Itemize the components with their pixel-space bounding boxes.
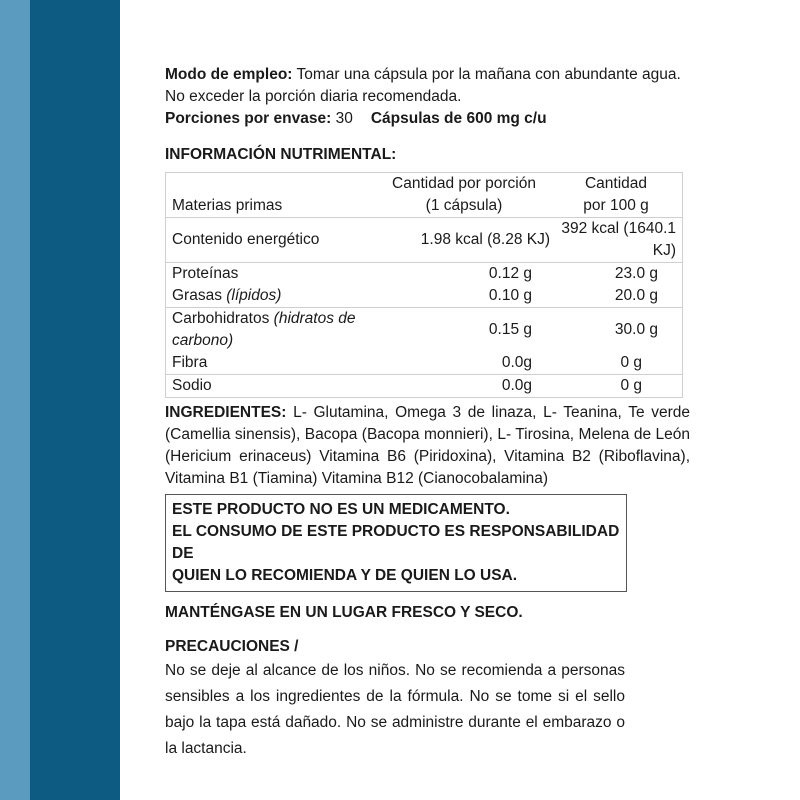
header-per-serving-line2: (1 cápsula) [425,197,503,214]
servings-label: Porciones por envase: [165,110,332,127]
row-name: Carbohidratos (hidratos de carbono) [166,308,379,353]
header-per-100g [550,173,683,218]
precautions-text: No se deje al alcance de los niños. No se recomienda a personas sensibles a los ingredientes de la fórmula. No se tome si el sello bajo la tapa está dañado. No se administre durante el embarazo o la lactancia. [165,662,625,757]
warning-line-2: EL CONSUMO DE ESTE PRODUCTO ES RESPONSABILIDAD DE [172,523,620,562]
header-per-100g-line2: por 100 g [583,197,649,214]
row-per-100g: 20.0 g [614,287,658,304]
row-name: Fibra [172,354,208,371]
table-row [166,352,683,375]
header-per-serving-line1: Cantidad por porción [392,175,536,192]
row-name: Grasas (lípidos) [172,287,282,304]
ingredients-text: L- Glutamina, Omega 3 de linaza, L- Teanina, Te verde (Camellia sinensis), Bacopa (Bacopa monnieri), L- Tirosina, Melena de León (Hericium erinaceus) Vitamina B6 (Piridoxina), Vitamina B2 (Riboflavina), Vitamina B1 (Tiamina) Vitamina B12 (Cianocobalamina) [165,404,690,487]
row-per-100g: 0 g [550,375,683,398]
ingredients-block [165,402,690,490]
header-raw-materials: Materias primas [172,197,283,214]
precautions-title: PRECAUCIONES / [165,638,299,655]
usage-label: Modo de empleo: [165,66,293,83]
row-per-100g: 23.0 g [550,263,683,286]
row-per-100g: 0 g [620,354,642,371]
row-per-serving: 0.15 g [378,308,550,353]
energy-name: Contenido energético [166,218,379,263]
nutrition-table [165,172,683,398]
row-name: Proteínas [166,263,379,286]
usage-text: Tomar una cápsula por la mañana con abundante agua. [292,66,681,83]
table-row [166,285,683,308]
label-content [165,64,690,762]
servings-line [165,108,690,130]
header-per-100g-line1: Cantidad [584,175,648,192]
energy-per-serving: 1.98 kcal (8.28 KJ) [378,218,550,263]
servings-value: 30 [331,110,353,127]
table-row [166,375,683,398]
left-stripe-dark [30,0,120,800]
row-per-serving: 0.12 g [378,263,550,286]
table-row [166,308,683,353]
warning-box [165,494,627,592]
capsules-info: Cápsulas de 600 mg c/u [370,110,547,127]
row-per-serving: 0.0g [378,375,550,398]
left-stripe-light [0,0,30,800]
table-row [166,263,683,286]
energy-row [166,218,683,263]
row-name: Sodio [166,375,379,398]
nutrition-header-row [166,173,683,218]
ingredients-label: INGREDIENTES: [165,404,287,421]
energy-per-100g: 392 kcal (1640.1 KJ) [550,218,683,263]
row-per-serving: 0.10 g [488,287,532,304]
storage-instructions: MANTÉNGASE EN UN LUGAR FRESCO Y SECO. [165,604,523,621]
usage-line [165,64,690,86]
usage-line-2: No exceder la porción diaria recomendada. [165,88,462,105]
header-per-serving [378,173,550,218]
row-per-serving: 0.0g [501,354,532,371]
warning-line-3: QUIEN LO RECOMIENDA Y DE QUIEN LO USA. [172,567,518,584]
nutrition-title: INFORMACIÓN NUTRIMENTAL: [165,146,397,163]
warning-line-1: ESTE PRODUCTO NO ES UN MEDICAMENTO. [172,501,510,518]
row-per-100g: 30.0 g [550,308,683,353]
